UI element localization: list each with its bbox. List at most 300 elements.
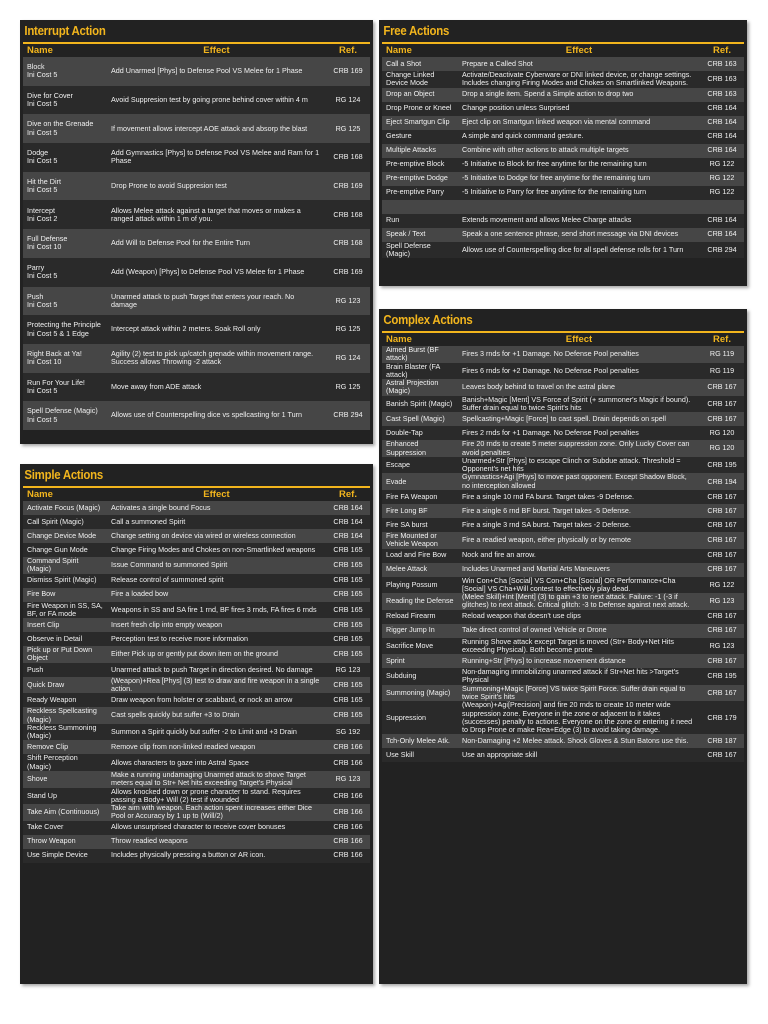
action-effect: Drop a single item. Spend a Simple action to drop two (458, 88, 700, 102)
action-ref: RG 122 (700, 158, 744, 172)
table-row (23, 632, 370, 646)
action-effect: Win Con+Cha [Social] VS Con+Cha [Social] OR Performance+Cha [Social] VS Cha+Will contest to effectively play dead. (458, 577, 700, 594)
table-row (382, 457, 744, 474)
action-effect: Drop Prone to avoid Suppresion test (107, 172, 326, 201)
interrupt-actions-table (23, 44, 370, 430)
action-ref: CRB 165 (326, 543, 370, 557)
action-effect: -5 Initiative to Dodge for free anytime for the remaining turn (458, 172, 700, 186)
action-name: Fire Mounted or Vehicle Weapon (382, 532, 458, 549)
action-name: Run (382, 214, 458, 228)
table-row (382, 200, 744, 214)
table-row (382, 116, 744, 130)
action-effect: Fires 6 rnds for +2 Damage. No Defense Pool penalties (458, 363, 700, 380)
action-name: Banish Spirit (Magic) (382, 396, 458, 413)
table-row (382, 440, 744, 457)
action-name: Stand Up (23, 788, 107, 805)
action-effect: Change setting on device via wired or wireless connection (107, 529, 326, 543)
table-row (23, 401, 370, 430)
action-ref: CRB 195 (700, 457, 744, 474)
table-row (382, 685, 744, 702)
action-ref: CRB 167 (700, 748, 744, 762)
action-ref: RG 119 (700, 363, 744, 380)
action-ref: CRB 165 (326, 588, 370, 602)
table-row (23, 602, 370, 619)
action-name: Push (23, 663, 107, 677)
action-ref: CRB 167 (700, 504, 744, 518)
table-row (382, 130, 744, 144)
table-row (382, 88, 744, 102)
action-ref: CRB 165 (326, 707, 370, 724)
action-ref: CRB 195 (700, 668, 744, 685)
column-header-name: Name (27, 489, 53, 500)
action-effect: Banish+Magic [Ment] VS Force of Spirit (+ summoner's Magic if bound). Suffer drain equal to twice Spirit's hits (458, 396, 700, 413)
action-ref: CRB 169 (326, 258, 370, 287)
action-effect: Fires 3 rnds for +1 Damage. No Defense Pool penalties (458, 346, 700, 363)
action-name: Sprint (382, 654, 458, 668)
action-name: Hit the Dirt Ini Cost 5 (23, 172, 107, 201)
table-row (382, 363, 744, 380)
table-row (382, 518, 744, 532)
table-row (23, 200, 370, 229)
action-name: Dive for Cover Ini Cost 5 (23, 86, 107, 115)
action-name: Rigger Jump In (382, 624, 458, 638)
action-ref: CRB 165 (326, 618, 370, 632)
action-effect: Non-damaging immobilizing unarmed attack if Str+Net hits >Target's Physical (458, 668, 700, 685)
action-ref: CRB 168 (326, 229, 370, 258)
complex-actions-table (382, 333, 744, 762)
action-effect: Fires 2 rnds for +1 Damage. No Defense Pool penalties (458, 426, 700, 440)
column-header-name: Name (27, 45, 53, 56)
table-row (23, 835, 370, 849)
table-row (382, 549, 744, 563)
action-name: Activate Focus (Magic) (23, 501, 107, 515)
action-ref: CRB 169 (326, 57, 370, 86)
action-name: Take Aim (Continuous) (23, 804, 107, 821)
action-name: Observe in Detail (23, 632, 107, 646)
action-name: Drop an Object (382, 88, 458, 102)
action-name: Aimed Burst (BF attack) (382, 346, 458, 363)
action-ref: CRB 179 (700, 701, 744, 734)
column-header-ref: Ref. (713, 45, 731, 56)
column-header-ref: Ref. (339, 489, 357, 500)
action-ref: CRB 294 (326, 401, 370, 430)
action-effect: Fire a single 3 rnd SA burst. Target takes -2 Defense. (458, 518, 700, 532)
action-effect: Change position unless Surprised (458, 102, 700, 116)
action-effect: Weapons in SS and SA fire 1 rnd, BF fires 3 rnds, FA fires 6 rnds (107, 602, 326, 619)
action-ref: RG 119 (700, 346, 744, 363)
action-ref: CRB 164 (700, 144, 744, 158)
action-name: Brain Blaster (FA attack) (382, 363, 458, 380)
action-effect: Allows Melee attack against a target that moves or makes a ranged attack within 1 m of you. (107, 200, 326, 229)
action-ref: RG 122 (700, 186, 744, 200)
action-name: Summoning (Magic) (382, 685, 458, 702)
table-row (23, 172, 370, 201)
interrupt-actions-title: Interrupt Action (24, 23, 106, 38)
action-effect: Add Will to Defense Pool for the Entire Turn (107, 229, 326, 258)
table-row (23, 529, 370, 543)
simple-actions-table (23, 488, 370, 863)
table-row (382, 624, 744, 638)
action-name: Call a Shot (382, 57, 458, 71)
action-effect: -5 Initiative to Block for free anytime for the remaining turn (458, 158, 700, 172)
table-row (23, 754, 370, 771)
action-name: Reload Firearm (382, 610, 458, 624)
action-ref: RG 123 (326, 287, 370, 316)
table-row (23, 804, 370, 821)
action-name: Fire Weapon in SS, SA, BF, or FA mode (23, 602, 107, 619)
table-row (382, 102, 744, 116)
action-effect: Nock and fire an arrow. (458, 549, 700, 563)
column-header-effect: Effect (565, 45, 593, 56)
action-effect: Use an appropriate skill (458, 748, 700, 762)
action-effect: Reload weapon that doesn't use clips (458, 610, 700, 624)
action-effect: Remove clip from non-linked readied weapon (107, 740, 326, 754)
action-name: Shift Perception (Magic) (23, 754, 107, 771)
action-ref: CRB 166 (326, 821, 370, 835)
action-name: Remove Clip (23, 740, 107, 754)
action-name: Command Spirit (Magic) (23, 557, 107, 574)
simple-actions-body (23, 501, 370, 863)
action-effect: Summon a Spirit quickly but suffer -2 to Limit and +3 Drain (107, 724, 326, 741)
table-row (23, 143, 370, 172)
table-row (382, 186, 744, 200)
table-row (382, 563, 744, 577)
action-name: Run For Your Life! Ini Cost 5 (23, 373, 107, 402)
action-effect: Fire a loaded bow (107, 588, 326, 602)
action-name: Pick up or Put Down Object (23, 646, 107, 663)
action-name: Sacrifice Move (382, 638, 458, 655)
free-actions-panel (379, 20, 747, 286)
action-ref: CRB 167 (700, 610, 744, 624)
action-effect: Draw weapon from holster or scabbard, or nock an arrow (107, 693, 326, 707)
action-name: Pre-emptive Parry (382, 186, 458, 200)
action-name: Shove (23, 771, 107, 788)
action-name: Parry Ini Cost 5 (23, 258, 107, 287)
action-effect: (Weapon)+Rea [Phys] (3) test to draw and fire weapon in a single action. (107, 677, 326, 694)
action-effect: Activates a single bound Focus (107, 501, 326, 515)
action-ref: RG 123 (700, 593, 744, 610)
action-ref: CRB 164 (700, 214, 744, 228)
table-row (382, 214, 744, 228)
action-effect: Call a summoned Spirit (107, 515, 326, 529)
action-effect: Make a running undamaging Unarmed attack to shove Target meters equal to Str+ Net hits exceeding Target's Physical (107, 771, 326, 788)
action-effect: Includes physically pressing a button or AR icon. (107, 849, 326, 863)
action-name: Quick Draw (23, 677, 107, 694)
action-ref: CRB 164 (700, 116, 744, 130)
column-header-ref: Ref. (713, 334, 731, 345)
action-ref: CRB 164 (326, 515, 370, 529)
action-effect: Take aim with weapon. Each action spent increases either Dice Pool or Accuracy by 1 up to (Will/2) (107, 804, 326, 821)
action-effect: Allows unsurprised character to receive cover bonuses (107, 821, 326, 835)
table-row (23, 574, 370, 588)
action-ref: CRB 167 (700, 563, 744, 577)
action-name: Tch-Only Melee Atk. (382, 734, 458, 748)
action-name: Dive on the Grenade Ini Cost 5 (23, 114, 107, 143)
table-row (23, 740, 370, 754)
table-row (23, 707, 370, 724)
action-effect: Unarmed attack to push Target that enters your reach. No damage (107, 287, 326, 316)
action-effect: Unarmed+Str [Phys] to escape Clinch or Subdue attack. Threshold = Opponent's net hits (458, 457, 700, 474)
action-effect: Move away from ADE attack (107, 373, 326, 402)
action-name: Double-Tap (382, 426, 458, 440)
column-header-effect: Effect (203, 45, 230, 56)
table-row (23, 344, 370, 373)
action-name: Change Linked Device Mode (382, 71, 458, 88)
table-row (382, 748, 744, 762)
action-ref: CRB 166 (326, 740, 370, 754)
action-name: Insert Clip (23, 618, 107, 632)
action-ref: CRB 165 (326, 574, 370, 588)
table-row (382, 158, 744, 172)
action-effect: Allows use of Counterspelling dice vs spellcasting for 1 Turn (107, 401, 326, 430)
action-name: Fire SA burst (382, 518, 458, 532)
action-name: Full Defense Ini Cost 10 (23, 229, 107, 258)
action-effect: Unarmed attack to push Target in direction desired. No damage (107, 663, 326, 677)
free-actions-table (382, 44, 744, 258)
action-ref: CRB 166 (326, 835, 370, 849)
action-effect: Change Firing Modes and Chokes on non-Smartlinked weapons (107, 543, 326, 557)
table-row (382, 144, 744, 158)
action-effect: Fire a single 10 rnd FA burst. Target takes -9 Defense. (458, 490, 700, 504)
column-header-ref: Ref. (339, 45, 357, 56)
action-ref: CRB 167 (700, 412, 744, 426)
action-ref: CRB 294 (700, 242, 744, 259)
action-effect (458, 200, 700, 214)
action-ref: CRB 164 (700, 130, 744, 144)
action-name: Melee Attack (382, 563, 458, 577)
simple-actions-panel (20, 464, 373, 984)
action-ref: CRB 165 (326, 557, 370, 574)
action-effect: Agility (2) test to pick up/catch grenade within movement range. Success allows Throwing -2 attack (107, 344, 326, 373)
table-row (23, 86, 370, 115)
action-name: Cast Spell (Magic) (382, 412, 458, 426)
action-ref: CRB 164 (700, 228, 744, 242)
action-ref: CRB 165 (326, 677, 370, 694)
action-ref: CRB 167 (700, 685, 744, 702)
action-ref (700, 200, 744, 214)
action-name: Gesture (382, 130, 458, 144)
table-row (382, 532, 744, 549)
action-name: Escape (382, 457, 458, 474)
action-effect: Leaves body behind to travel on the astral plane (458, 379, 700, 396)
action-effect: Extends movement and allows Melee Charge attacks (458, 214, 700, 228)
action-effect: Gymnastics+Agi [Phys] to move past opponent. Except Shadow Block, no interception allowed (458, 473, 700, 490)
action-name: Ready Weapon (23, 693, 107, 707)
action-ref: CRB 167 (700, 532, 744, 549)
column-header-effect: Effect (565, 334, 593, 345)
action-ref: RG 124 (326, 344, 370, 373)
action-name: Call Spirit (Magic) (23, 515, 107, 529)
table-row (382, 242, 744, 259)
action-effect: Add Unarmed [Phys] to Defense Pool VS Melee for 1 Phase (107, 57, 326, 86)
action-effect: Throw readied weapons (107, 835, 326, 849)
column-header-effect: Effect (203, 489, 230, 500)
action-ref: CRB 187 (700, 734, 744, 748)
table-row (382, 701, 744, 734)
complex-actions-body (382, 346, 744, 762)
action-ref: CRB 165 (326, 646, 370, 663)
action-name: Evade (382, 473, 458, 490)
action-effect: Add (Weapon) [Phys] to Defense Pool VS Melee for 1 Phase (107, 258, 326, 287)
action-ref: RG 125 (326, 114, 370, 143)
table-row (382, 71, 744, 88)
table-row (23, 618, 370, 632)
action-effect: Intercept attack within 2 meters. Soak Roll only (107, 315, 326, 344)
action-name: Eject Smartgun Clip (382, 116, 458, 130)
action-effect: Release control of summoned spirit (107, 574, 326, 588)
action-name: Speak / Text (382, 228, 458, 242)
table-row (382, 638, 744, 655)
action-ref: CRB 194 (700, 473, 744, 490)
action-name (382, 200, 458, 214)
action-effect: Summoning+Magic [Force] VS twice Spirit Force. Suffer drain equal to twice Spirit's hits (458, 685, 700, 702)
action-name: Multiple Attacks (382, 144, 458, 158)
action-name: Load and Fire Bow (382, 549, 458, 563)
action-ref: CRB 166 (326, 849, 370, 863)
table-row (382, 610, 744, 624)
table-row (23, 693, 370, 707)
table-row (23, 557, 370, 574)
table-row (23, 849, 370, 863)
action-name: Protecting the Principle Ini Cost 5 & 1 Edge (23, 315, 107, 344)
complex-actions-title: Complex Actions (383, 312, 473, 327)
action-ref: CRB 165 (326, 632, 370, 646)
table-row (382, 57, 744, 71)
action-ref: RG 123 (326, 663, 370, 677)
action-ref: CRB 168 (326, 143, 370, 172)
table-row (382, 412, 744, 426)
table-row (23, 771, 370, 788)
action-name: Pre-emptive Block (382, 158, 458, 172)
action-effect: Speak a one sentence phrase, send short message via DNI devices (458, 228, 700, 242)
action-ref: CRB 166 (326, 804, 370, 821)
action-ref: SG 192 (326, 724, 370, 741)
column-header-name: Name (386, 334, 412, 345)
action-effect: Includes Unarmed and Martial Arts Maneuvers (458, 563, 700, 577)
action-name: Suppression (382, 701, 458, 734)
complex-actions-panel (379, 309, 747, 984)
table-row (382, 504, 744, 518)
table-row (23, 588, 370, 602)
action-name: Dismiss Spirit (Magic) (23, 574, 107, 588)
action-effect: Eject clip on Smartgun linked weapon via mental command (458, 116, 700, 130)
action-ref: CRB 166 (326, 788, 370, 805)
table-row (23, 258, 370, 287)
action-ref: CRB 163 (700, 88, 744, 102)
action-effect: Fire a single 6 rnd BF burst. Target takes -5 Defense. (458, 504, 700, 518)
action-name: Push Ini Cost 5 (23, 287, 107, 316)
table-row (382, 577, 744, 594)
table-row (23, 315, 370, 344)
table-row (23, 788, 370, 805)
interrupt-actions-body (23, 57, 370, 430)
action-ref: CRB 164 (700, 102, 744, 116)
table-row (382, 228, 744, 242)
action-effect: Running Shove attack except Target is moved (Str+ Body+Net Hits exceeding Physical). Both become prone (458, 638, 700, 655)
action-name: Dodge Ini Cost 5 (23, 143, 107, 172)
action-ref: CRB 167 (700, 490, 744, 504)
action-ref: RG 123 (326, 771, 370, 788)
action-ref: CRB 166 (326, 754, 370, 771)
action-ref: CRB 167 (700, 396, 744, 413)
action-effect: Spellcasting+Magic [Force] to cast spell. Drain depends on spell (458, 412, 700, 426)
action-effect: Perception test to receive more information (107, 632, 326, 646)
action-effect: Allows knocked down or prone character to stand. Requires passing a Body+ Will (2) test if wounded (107, 788, 326, 805)
table-row (23, 821, 370, 835)
free-actions-body (382, 57, 744, 258)
action-effect: Running+Str [Phys] to increase movement distance (458, 654, 700, 668)
action-name: Fire Long BF (382, 504, 458, 518)
action-name: Intercept Ini Cost 2 (23, 200, 107, 229)
action-effect: Take direct control of owned Vehicle or Drone (458, 624, 700, 638)
action-name: Throw Weapon (23, 835, 107, 849)
action-ref: RG 125 (326, 373, 370, 402)
table-row (23, 287, 370, 316)
action-effect: Allows characters to gaze into Astral Space (107, 754, 326, 771)
action-effect: If movement allows intercept AOE attack and absorp the blast (107, 114, 326, 143)
action-name: Playing Possum (382, 577, 458, 594)
action-ref: CRB 167 (700, 549, 744, 563)
action-name: Spell Defense (Magic) (382, 242, 458, 259)
action-name: Enhanced Suppression (382, 440, 458, 457)
action-effect: Insert fresh clip into empty weapon (107, 618, 326, 632)
simple-actions-title: Simple Actions (24, 467, 103, 482)
action-effect: Activate/Deactivate Cyberware or DNI linked device, or change settings. Includes changing Firing Modes and Chokes on Smartlinked Weapons. (458, 71, 700, 88)
table-row (382, 668, 744, 685)
action-name: Change Device Mode (23, 529, 107, 543)
action-effect: (Weapon)+Agi[Precision] and fire 20 rnds to create 10 meter wide suppression zone. Everyone in the zone or adjacent to it takes (successes) penalty to actions. Everyone on the zone or entering it need to Drop Prone or make Rea+Edge (3) to avoid taking damage. (458, 701, 700, 734)
action-ref: RG 123 (700, 638, 744, 655)
action-ref: CRB 167 (700, 518, 744, 532)
table-row (23, 646, 370, 663)
action-name: Block Ini Cost 5 (23, 57, 107, 86)
action-name: Fire FA Weapon (382, 490, 458, 504)
action-ref: RG 120 (700, 426, 744, 440)
action-effect: Either Pick up or gently put down item on the ground (107, 646, 326, 663)
action-name: Right Back at Ya! Ini Cost 10 (23, 344, 107, 373)
free-actions-title: Free Actions (383, 23, 450, 38)
interrupt-actions-panel (20, 20, 373, 444)
table-row (23, 114, 370, 143)
action-effect: Non-Damaging +2 Melee attack. Shock Gloves & Stun Batons use this. (458, 734, 700, 748)
action-ref: RG 122 (700, 172, 744, 186)
table-row (382, 396, 744, 413)
action-name: Drop Prone or Kneel (382, 102, 458, 116)
action-name: Use Simple Device (23, 849, 107, 863)
action-name: Change Gun Mode (23, 543, 107, 557)
action-effect: Issue Command to summoned Spirit (107, 557, 326, 574)
table-row (382, 473, 744, 490)
action-ref: CRB 169 (326, 172, 370, 201)
action-name: Spell Defense (Magic) Ini Cost 5 (23, 401, 107, 430)
action-ref: CRB 165 (326, 602, 370, 619)
action-effect: Avoid Suppresion test by going prone behind cover within 4 m (107, 86, 326, 115)
action-name: Take Cover (23, 821, 107, 835)
action-ref: RG 124 (326, 86, 370, 115)
action-name: Reckless Spellcasting (Magic) (23, 707, 107, 724)
column-header-name: Name (386, 45, 412, 56)
action-effect: -5 Initiative to Parry for free anytime for the remaining turn (458, 186, 700, 200)
action-effect: Fire 20 rnds to create 5 meter suppression zone. Only Lucky Cover can avoid penalties (458, 440, 700, 457)
action-effect: Add Gymnastics [Phys] to Defense Pool VS Melee and Ram for 1 Phase (107, 143, 326, 172)
table-row (23, 677, 370, 694)
action-name: Use Skill (382, 748, 458, 762)
table-row (382, 734, 744, 748)
table-row (382, 654, 744, 668)
table-row (23, 501, 370, 515)
action-ref: CRB 165 (326, 693, 370, 707)
action-name: Astral Projection (Magic) (382, 379, 458, 396)
